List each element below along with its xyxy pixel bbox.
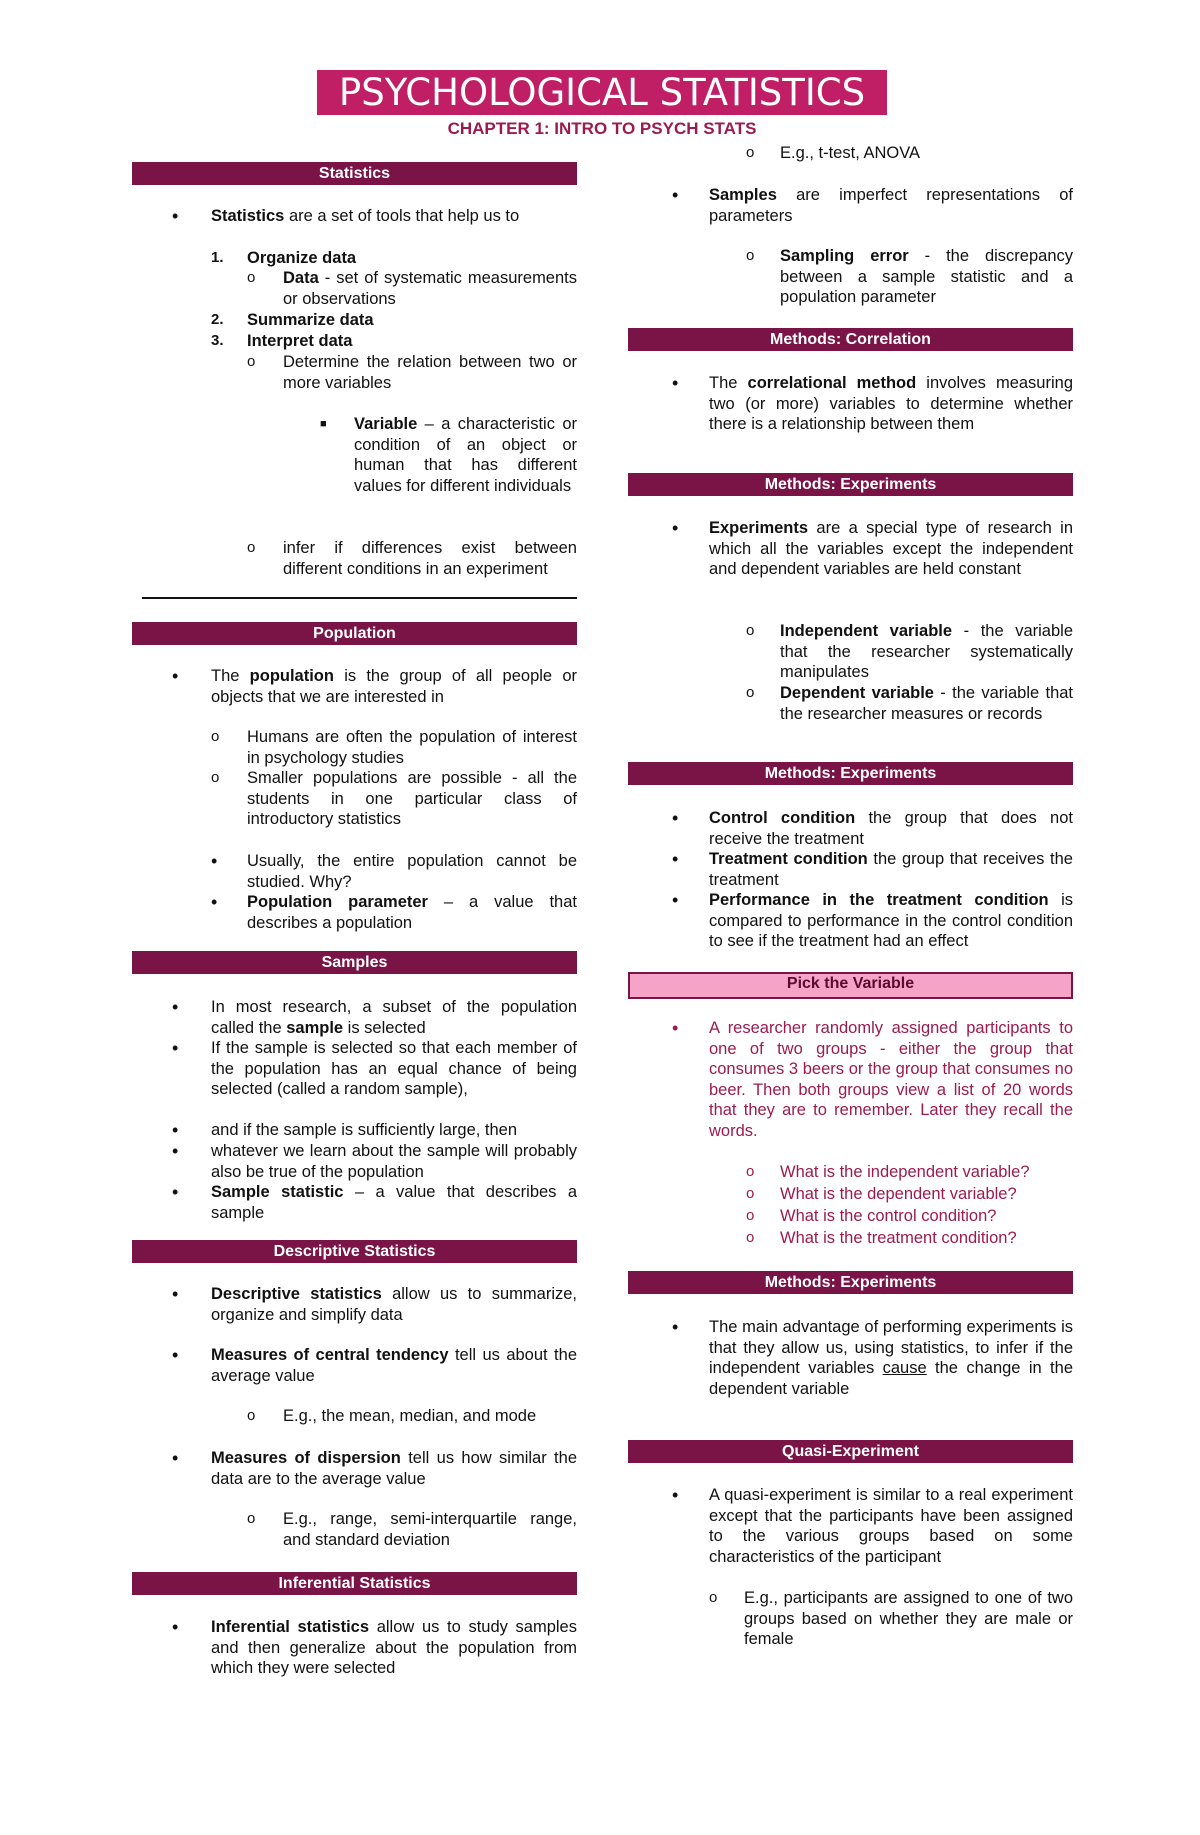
section-heading-statistics: Statistics — [132, 162, 577, 185]
bullet-icon: • — [172, 1345, 179, 1365]
descriptive-b3-sub: E.g., range, semi-interquartile range, and standard deviation — [283, 1510, 577, 1549]
circle-bullet-icon: o — [746, 1163, 755, 1180]
section-heading-experiments-3: Methods: Experiments — [628, 1271, 1073, 1294]
bullet-icon: • — [172, 1448, 179, 1468]
sampling-error: Sampling error - the discrepancy between a sample statistic and a population parameter — [780, 247, 1073, 306]
bullet-icon: • — [672, 185, 679, 205]
bullet-icon: • — [672, 1018, 679, 1038]
samples-b4: whatever we learn about the sample will probably also be true of the population — [211, 1142, 577, 1181]
infer-text: infer if differences exist between different conditions in an experiment — [283, 539, 577, 578]
bullet-icon: • — [672, 1317, 679, 1337]
descriptive-b1: Descriptive statistics allow us to summarize, organize and simplify data — [211, 1285, 577, 1324]
pick-scenario: A researcher randomly assigned participants to one of two groups - either the group that consumes 3 beers or the group that consumes no beer. Then both groups view a list of 20 words that they are to remember. Later they recall the words. — [709, 1019, 1073, 1140]
section-heading-correlation: Methods: Correlation — [628, 328, 1073, 351]
correlation-b1: The correlational method involves measuring two (or more) variables to determine whether there is a relationship between them — [709, 374, 1073, 433]
bullet-icon: • — [172, 666, 179, 686]
bullet-icon: • — [672, 373, 679, 393]
circle-bullet-icon: o — [247, 539, 256, 556]
section-heading-quasi: Quasi-Experiment — [628, 1440, 1073, 1463]
circle-bullet-icon: o — [746, 247, 755, 264]
section-heading-population: Population — [132, 622, 577, 645]
dependent-variable: Dependent variable - the variable that the researcher measures or records — [780, 684, 1074, 723]
population-definition: The population is the group of all people or objects that we are interested in — [211, 667, 577, 706]
pick-question-3: What is the control condition? — [780, 1207, 997, 1225]
section-heading-samples: Samples — [132, 951, 577, 974]
bullet-icon: • — [172, 1120, 179, 1140]
population-parameter: Population parameter – a value that describes a population — [247, 893, 577, 932]
step-interpret: Interpret data — [247, 332, 353, 350]
control-condition: Control condition the group that does not receive the treatment — [709, 809, 1073, 848]
samples-b3: and if the sample is sufficiently large, then — [211, 1121, 518, 1139]
step-organize: Organize data — [247, 249, 357, 267]
step-summarize: Summarize data — [247, 311, 374, 329]
section-heading-pick-variable: Pick the Variable — [628, 972, 1073, 999]
bullet-icon: • — [172, 206, 179, 226]
treatment-condition: Treatment condition the group that receives the treatment — [709, 850, 1073, 889]
bullet-icon: • — [172, 1141, 179, 1161]
bullet-icon: • — [172, 997, 179, 1017]
square-bullet-icon: ■ — [320, 418, 327, 430]
bullet-icon: • — [672, 808, 679, 828]
circle-bullet-icon: o — [746, 1229, 755, 1246]
variable-definition: Variable – a characteristic or condition of an object or human that has different values for different individuals — [354, 415, 577, 495]
section-heading-experiments-1: Methods: Experiments — [628, 473, 1073, 496]
circle-bullet-icon: o — [211, 769, 220, 786]
samples-imperfect: Samples are imperfect representations of parameters — [709, 186, 1073, 225]
circle-bullet-icon: o — [746, 1185, 755, 1202]
step-number: 2. — [211, 311, 224, 328]
treatment-performance: Performance in the treatment condition is compared to performance in the control condition to see if the treatment had an effect — [709, 891, 1073, 950]
experiments-b1: Experiments are a special type of research in which all the variables except the independent and dependent variables are held constant — [709, 519, 1073, 578]
circle-bullet-icon: o — [247, 1510, 256, 1527]
bullet-icon: • — [172, 1617, 179, 1637]
circle-bullet-icon: o — [709, 1589, 718, 1606]
population-sub-1: Humans are often the population of interest in psychology studies — [247, 728, 577, 767]
section-heading-descriptive: Descriptive Statistics — [132, 1240, 577, 1263]
descriptive-b3: Measures of dispersion tell us how similar the data are to the average value — [211, 1449, 577, 1488]
inferential-examples: E.g., t-test, ANOVA — [780, 144, 920, 162]
step-number: 1. — [211, 249, 224, 266]
samples-b2: If the sample is selected so that each member of the population has an equal chance of being selected (called a random sample), — [211, 1039, 577, 1098]
bullet-icon: • — [211, 892, 218, 912]
circle-bullet-icon: o — [247, 353, 256, 370]
bullet-icon: • — [672, 849, 679, 869]
circle-bullet-icon: o — [746, 622, 755, 639]
bullet-icon: • — [172, 1182, 179, 1202]
circle-bullet-icon: o — [746, 1207, 755, 1224]
bullet-icon: • — [211, 851, 218, 871]
population-sub-2: Smaller populations are possible - all the students in one particular class of introductory statistics — [247, 769, 577, 828]
descriptive-b2: Measures of central tendency tell us about the average value — [211, 1346, 577, 1385]
data-definition: Data - set of systematic measurements or observations — [283, 269, 577, 308]
circle-bullet-icon: o — [746, 684, 755, 701]
bullet-icon: • — [672, 1485, 679, 1505]
descriptive-b2-sub: E.g., the mean, median, and mode — [283, 1407, 537, 1425]
chapter-subtitle: CHAPTER 1: INTRO TO PSYCH STATS — [447, 119, 757, 138]
pick-question-4: What is the treatment condition? — [780, 1229, 1017, 1247]
section-heading-inferential: Inferential Statistics — [132, 1572, 577, 1595]
circle-bullet-icon: o — [211, 728, 220, 745]
bullet-icon: • — [172, 1038, 179, 1058]
quasi-sub: E.g., participants are assigned to one of two groups based on whether they are male or female — [744, 1589, 1073, 1648]
samples-b1: In most research, a subset of the population called the sample is selected — [211, 998, 577, 1037]
bullet-icon: • — [672, 890, 679, 910]
step-number: 3. — [211, 332, 224, 349]
independent-variable: Independent variable - the variable that the researcher systematically manipulates — [780, 622, 1074, 681]
section-heading-experiments-2: Methods: Experiments — [628, 762, 1073, 785]
pick-question-1: What is the independent variable? — [780, 1163, 1030, 1181]
relation-text: Determine the relation between two or more variables — [283, 353, 577, 392]
statistics-intro: Statistics are a set of tools that help us to — [211, 207, 520, 225]
bullet-icon: • — [672, 518, 679, 538]
page-title: PSYCHOLOGICAL STATISTICS — [317, 70, 887, 115]
samples-b5: Sample statistic – a value that describes a sample — [211, 1183, 578, 1222]
circle-bullet-icon: o — [247, 1407, 256, 1424]
bullet-icon: • — [172, 1284, 179, 1304]
circle-bullet-icon: o — [247, 269, 256, 286]
pick-question-2: What is the dependent variable? — [780, 1185, 1017, 1203]
inferential-b1: Inferential statistics allow us to study samples and then generalize about the population from which they were selected — [211, 1618, 577, 1677]
experiments-advantage: The main advantage of performing experiments is that they allow us, using statistics, to infer if the independent variables cause the change in the dependent variable — [709, 1318, 1073, 1398]
divider-line — [142, 597, 577, 599]
circle-bullet-icon: o — [746, 144, 755, 161]
quasi-b1: A quasi-experiment is similar to a real experiment except that the participants have been assigned to the various groups based on some characteristics of the participant — [709, 1486, 1073, 1566]
population-usually: Usually, the entire population cannot be studied. Why? — [247, 852, 577, 891]
